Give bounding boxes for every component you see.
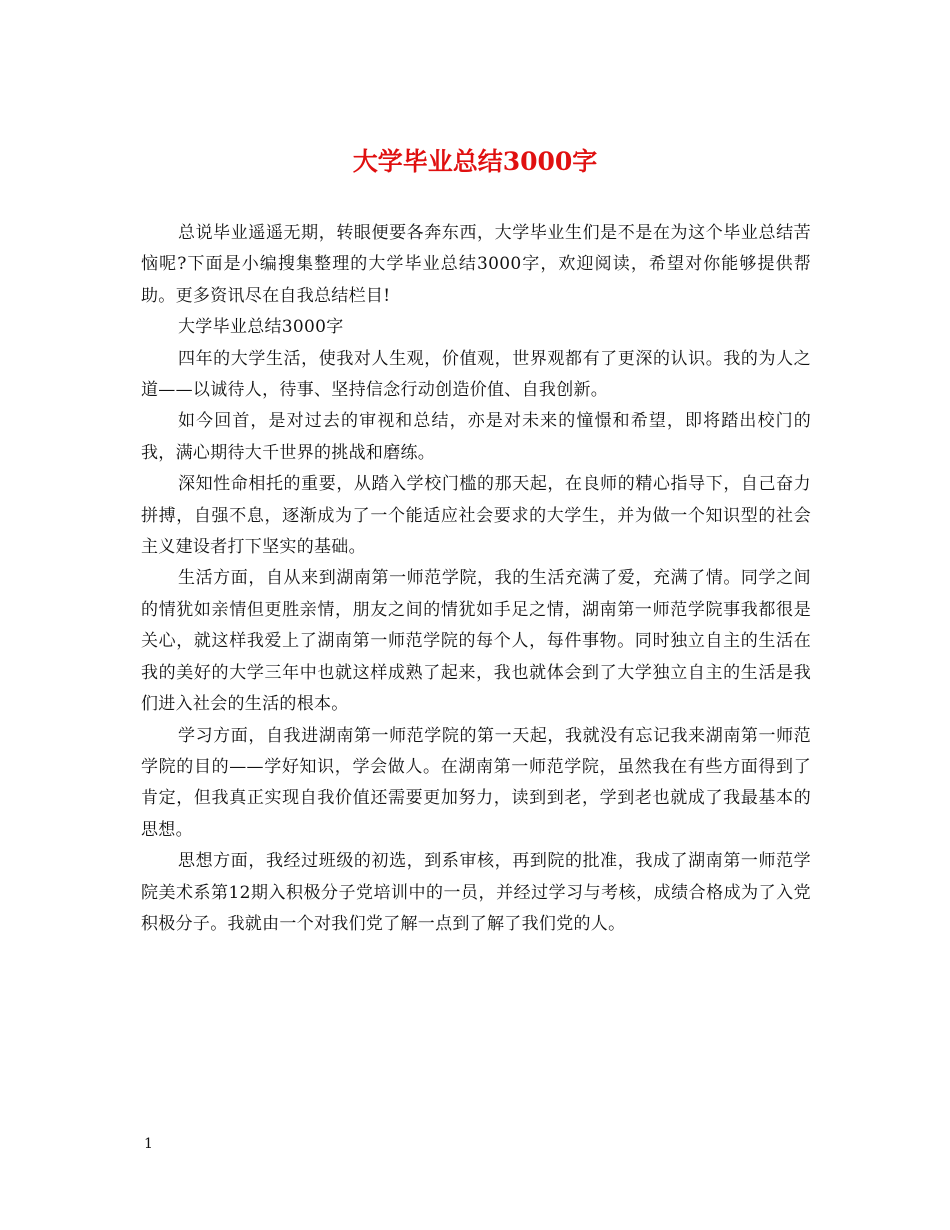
paragraph-thought: 思想方面，我经过班级的初选，到系审核，再到院的批准，我成了湖南第一师范学院美术系第12期入积极分子党培训中的一员，并经过学习与考核，成绩合格成为了入党积极分子。我就由一个对我们党了解一点到了解了我们党的人。	[141, 851, 811, 934]
paragraph-life: 生活方面，自从来到湖南第一师范学院，我的生活充满了爱，充满了情。同学之间的情犹如亲情但更胜亲情，朋友之间的情犹如手足之情，湖南第一师范学院事我都很是关心，就这样我爱上了湖南第一师范学院的每个人，每件事物。同时独立自主的生活在我的美好的大学三年中也就这样成熟了起来，我也就体会到了大学独立自主的生活是我们进入社会的生活的根本。	[141, 568, 811, 715]
paragraph-intro: 总说毕业遥遥无期，转眼便要各奔东西，大学毕业生们是不是在为这个毕业总结苦恼呢?下面是小编搜集整理的大学毕业总结3000字，欢迎阅读，希望对你能够提供帮助。更多资讯尽在自我总结栏目!	[141, 223, 811, 306]
page-number: 1	[144, 1136, 153, 1152]
paragraph-study: 学习方面，自我进湖南第一师范学院的第一天起，我就没有忘记我来湖南第一师范学院的目的——学好知识，学会做人。在湖南第一师范学院，虽然我在有些方面得到了肯定，但我真正实现自我价值还需要更加努力，读到到老，学到老也就成了我最基本的思想。	[141, 725, 811, 840]
paragraph-subtitle: 大学毕业总结3000字	[178, 317, 344, 338]
paragraph-four-years: 四年的大学生活，使我对人生观，价值观，世界观都有了更深的认识。我的为人之道——以诚待人，待事、坚持信念行动创造价值、自我创新。	[141, 348, 811, 401]
paragraph-guidance: 深知性命相托的重要，从踏入学校门槛的那天起，在良师的精心指导下，自己奋力拼搏，自强不息，逐渐成为了一个能适应社会要求的大学生，并为做一个知识型的社会主义建设者打下坚实的基础。	[141, 474, 811, 558]
paragraph-looking-back: 如今回首，是对过去的审视和总结，亦是对未来的憧憬和希望，即将踏出校门的我，满心期待大千世界的挑战和磨练。	[141, 411, 811, 463]
document-title: 大学毕业总结3000字	[352, 147, 598, 176]
document-body	[141, 218, 811, 940]
